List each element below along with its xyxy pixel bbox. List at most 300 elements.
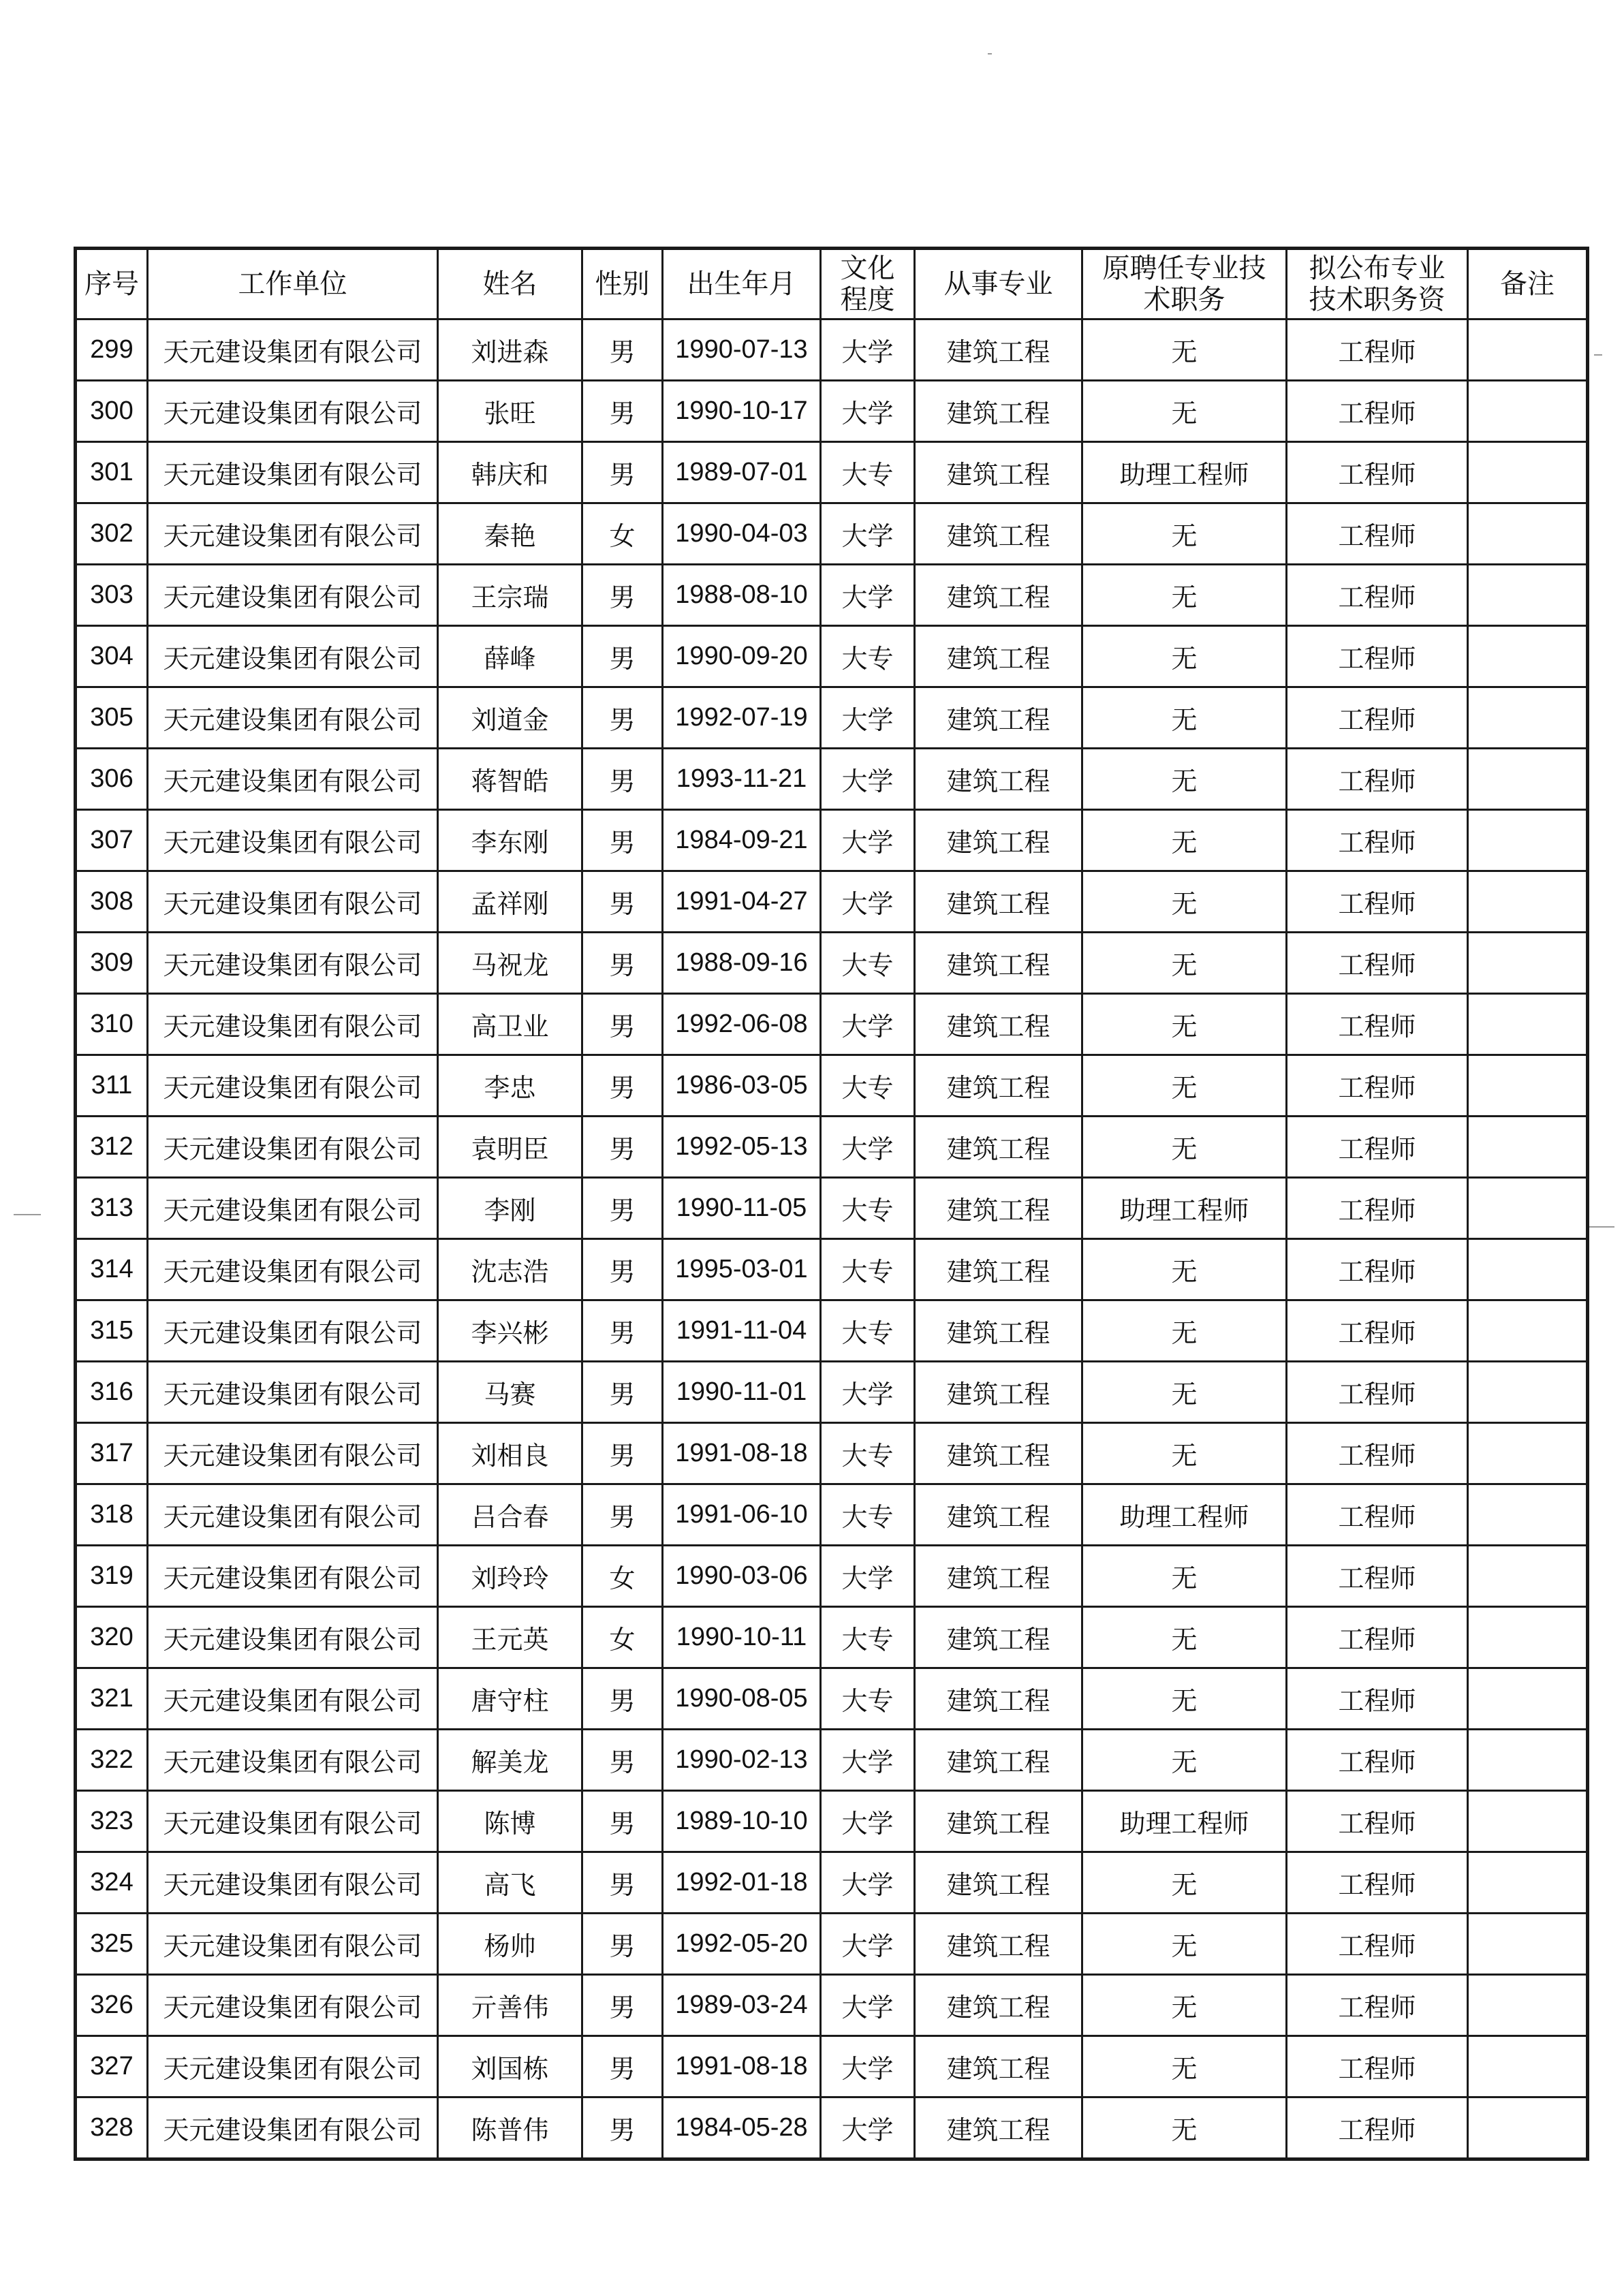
cell-original-title: 无 [1082,1975,1287,2036]
cell-proposed-title: 工程师 [1287,1730,1468,1791]
cell-birth: 1992-01-18 [663,1852,821,1914]
cell-major: 建筑工程 [915,565,1082,626]
cell-proposed-title: 工程师 [1287,1055,1468,1117]
cell-gender: 男 [582,1178,663,1239]
cell-org: 天元建设集团有限公司 [148,626,438,687]
table-row [76,2036,1588,2097]
cell-name: 韩庆和 [438,442,582,503]
cell-birth: 1990-04-03 [663,503,821,565]
cell-org: 天元建设集团有限公司 [148,381,438,442]
cell-org: 天元建设集团有限公司 [148,1914,438,1975]
cell-original-title: 无 [1082,1362,1287,1423]
cell-major: 建筑工程 [915,1975,1082,2036]
cell-org: 天元建设集团有限公司 [148,1178,438,1239]
cell-proposed-title: 工程师 [1287,503,1468,565]
cell-education: 大学 [821,1117,915,1178]
cell-gender: 女 [582,1607,663,1668]
cell-education: 大学 [821,2036,915,2097]
cell-major: 建筑工程 [915,749,1082,810]
cell-proposed-title: 工程师 [1287,565,1468,626]
header-proposed-title: 拟公布专业 技术职务资 [1287,249,1468,319]
cell-original-title: 助理工程师 [1082,442,1287,503]
cell-education: 大专 [821,1668,915,1730]
cell-birth: 1990-09-20 [663,626,821,687]
cell-birth: 1991-08-18 [663,2036,821,2097]
cell-gender: 男 [582,1668,663,1730]
cell-birth: 1991-06-10 [663,1484,821,1546]
cell-gender: 男 [582,994,663,1055]
cell-name: 李东刚 [438,810,582,871]
header-education: 文化 程度 [821,249,915,319]
cell-proposed-title: 工程师 [1287,1362,1468,1423]
cell-name: 袁明臣 [438,1117,582,1178]
cell-remarks [1468,1300,1588,1362]
cell-education: 大学 [821,687,915,749]
cell-seq: 326 [76,1975,148,2036]
cell-seq: 307 [76,810,148,871]
cell-name: 李兴彬 [438,1300,582,1362]
cell-gender: 男 [582,933,663,994]
cell-gender: 男 [582,810,663,871]
cell-birth: 1988-09-16 [663,933,821,994]
cell-birth: 1992-05-13 [663,1117,821,1178]
cell-original-title: 无 [1082,1914,1287,1975]
cell-original-title: 无 [1082,626,1287,687]
cell-seq: 302 [76,503,148,565]
cell-birth: 1986-03-05 [663,1055,821,1117]
cell-remarks [1468,1852,1588,1914]
cell-proposed-title: 工程师 [1287,994,1468,1055]
cell-original-title: 无 [1082,1117,1287,1178]
cell-name: 薛峰 [438,626,582,687]
cell-name: 孟祥刚 [438,871,582,933]
cell-proposed-title: 工程师 [1287,1117,1468,1178]
cell-name: 杨帅 [438,1914,582,1975]
cell-birth: 1989-10-10 [663,1791,821,1852]
cell-remarks [1468,381,1588,442]
table-row [76,1300,1588,1362]
cell-seq: 312 [76,1117,148,1178]
cell-proposed-title: 工程师 [1287,1975,1468,2036]
table-row [76,1484,1588,1546]
cell-major: 建筑工程 [915,1791,1082,1852]
cell-remarks [1468,994,1588,1055]
table-row [76,1178,1588,1239]
cell-org: 天元建设集团有限公司 [148,1607,438,1668]
cell-org: 天元建设集团有限公司 [148,1852,438,1914]
table-row [76,1423,1588,1484]
cell-birth: 1990-02-13 [663,1730,821,1791]
cell-org: 天元建设集团有限公司 [148,2036,438,2097]
cell-remarks [1468,1730,1588,1791]
cell-gender: 男 [582,2097,663,2159]
cell-original-title: 无 [1082,994,1287,1055]
cell-birth: 1991-08-18 [663,1423,821,1484]
cell-gender: 男 [582,1055,663,1117]
cell-org: 天元建设集团有限公司 [148,1117,438,1178]
cell-birth: 1984-05-28 [663,2097,821,2159]
cell-remarks [1468,1117,1588,1178]
cell-proposed-title: 工程师 [1287,687,1468,749]
cell-original-title: 无 [1082,933,1287,994]
cell-remarks [1468,1484,1588,1546]
cell-remarks [1468,626,1588,687]
cell-major: 建筑工程 [915,1852,1082,1914]
cell-birth: 1992-07-19 [663,687,821,749]
cell-org: 天元建设集团有限公司 [148,1668,438,1730]
cell-education: 大学 [821,1362,915,1423]
cell-education: 大学 [821,503,915,565]
cell-major: 建筑工程 [915,381,1082,442]
cell-proposed-title: 工程师 [1287,810,1468,871]
cell-birth: 1992-05-20 [663,1914,821,1975]
cell-major: 建筑工程 [915,1055,1082,1117]
cell-birth: 1992-06-08 [663,994,821,1055]
cell-gender: 男 [582,442,663,503]
cell-gender: 男 [582,565,663,626]
cell-seq: 314 [76,1239,148,1300]
cell-education: 大学 [821,1852,915,1914]
cell-seq: 301 [76,442,148,503]
table-row [76,1852,1588,1914]
cell-seq: 317 [76,1423,148,1484]
table-row [76,933,1588,994]
cell-original-title: 无 [1082,1852,1287,1914]
cell-seq: 311 [76,1055,148,1117]
cell-name: 李忠 [438,1055,582,1117]
cell-birth: 1990-11-05 [663,1178,821,1239]
cell-seq: 321 [76,1668,148,1730]
cell-proposed-title: 工程师 [1287,2097,1468,2159]
cell-org: 天元建设集团有限公司 [148,1546,438,1607]
cell-original-title: 无 [1082,687,1287,749]
cell-remarks [1468,565,1588,626]
cell-proposed-title: 工程师 [1287,749,1468,810]
cell-proposed-title: 工程师 [1287,933,1468,994]
cell-seq: 318 [76,1484,148,1546]
cell-major: 建筑工程 [915,503,1082,565]
table-row [76,1791,1588,1852]
cell-education: 大学 [821,994,915,1055]
cell-major: 建筑工程 [915,1484,1082,1546]
table-row [76,994,1588,1055]
cell-seq: 327 [76,2036,148,2097]
cell-seq: 315 [76,1300,148,1362]
cell-remarks [1468,503,1588,565]
cell-name: 张旺 [438,381,582,442]
table-row [76,1730,1588,1791]
cell-major: 建筑工程 [915,994,1082,1055]
cell-proposed-title: 工程师 [1287,1791,1468,1852]
cell-gender: 男 [582,381,663,442]
cell-seq: 308 [76,871,148,933]
table-row [76,565,1588,626]
cell-education: 大学 [821,749,915,810]
cell-remarks [1468,1607,1588,1668]
cell-name: 唐守柱 [438,1668,582,1730]
cell-org: 天元建设集团有限公司 [148,319,438,381]
table-row [76,687,1588,749]
cell-proposed-title: 工程师 [1287,1300,1468,1362]
cell-major: 建筑工程 [915,933,1082,994]
cell-original-title: 无 [1082,2036,1287,2097]
table-row [76,1914,1588,1975]
cell-seq: 328 [76,2097,148,2159]
header-gender: 性别 [582,249,663,319]
cell-remarks [1468,687,1588,749]
header-seq: 序号 [76,249,148,319]
cell-birth: 1989-03-24 [663,1975,821,2036]
scan-speck [1587,1226,1614,1228]
cell-remarks [1468,1362,1588,1423]
cell-major: 建筑工程 [915,2097,1082,2159]
cell-gender: 女 [582,1546,663,1607]
table-body [76,319,1588,2159]
cell-proposed-title: 工程师 [1287,442,1468,503]
cell-education: 大学 [821,1914,915,1975]
cell-major: 建筑工程 [915,1178,1082,1239]
cell-original-title: 无 [1082,1730,1287,1791]
cell-seq: 322 [76,1730,148,1791]
table-row [76,626,1588,687]
cell-major: 建筑工程 [915,1730,1082,1791]
cell-remarks [1468,1914,1588,1975]
cell-major: 建筑工程 [915,1117,1082,1178]
cell-org: 天元建设集团有限公司 [148,1484,438,1546]
cell-education: 大学 [821,1546,915,1607]
cell-seq: 305 [76,687,148,749]
cell-remarks [1468,933,1588,994]
scan-speck [988,53,992,54]
cell-org: 天元建设集团有限公司 [148,565,438,626]
cell-major: 建筑工程 [915,319,1082,381]
cell-proposed-title: 工程师 [1287,1423,1468,1484]
cell-org: 天元建设集团有限公司 [148,871,438,933]
cell-seq: 304 [76,626,148,687]
cell-seq: 303 [76,565,148,626]
cell-birth: 1990-11-01 [663,1362,821,1423]
cell-proposed-title: 工程师 [1287,319,1468,381]
cell-original-title: 无 [1082,749,1287,810]
cell-education: 大专 [821,626,915,687]
cell-org: 天元建设集团有限公司 [148,810,438,871]
table-row [76,871,1588,933]
cell-original-title: 助理工程师 [1082,1178,1287,1239]
cell-seq: 325 [76,1914,148,1975]
cell-proposed-title: 工程师 [1287,1914,1468,1975]
cell-original-title: 无 [1082,2097,1287,2159]
cell-org: 天元建设集团有限公司 [148,1239,438,1300]
cell-birth: 1984-09-21 [663,810,821,871]
cell-name: 吕合春 [438,1484,582,1546]
cell-remarks [1468,1239,1588,1300]
cell-name: 蒋智皓 [438,749,582,810]
cell-birth: 1990-10-11 [663,1607,821,1668]
cell-major: 建筑工程 [915,1423,1082,1484]
cell-org: 天元建设集团有限公司 [148,1362,438,1423]
cell-name: 王元英 [438,1607,582,1668]
cell-name: 高飞 [438,1852,582,1914]
cell-education: 大学 [821,381,915,442]
cell-gender: 男 [582,1914,663,1975]
cell-education: 大学 [821,871,915,933]
cell-gender: 女 [582,503,663,565]
cell-major: 建筑工程 [915,1300,1082,1362]
cell-gender: 男 [582,1730,663,1791]
cell-major: 建筑工程 [915,1546,1082,1607]
cell-education: 大学 [821,565,915,626]
scan-speck [14,1214,41,1215]
cell-major: 建筑工程 [915,1239,1082,1300]
cell-org: 天元建设集团有限公司 [148,994,438,1055]
cell-gender: 男 [582,1791,663,1852]
cell-original-title: 无 [1082,381,1287,442]
cell-original-title: 无 [1082,565,1287,626]
cell-original-title: 助理工程师 [1082,1791,1287,1852]
cell-name: 陈博 [438,1791,582,1852]
cell-seq: 319 [76,1546,148,1607]
cell-org: 天元建设集团有限公司 [148,442,438,503]
cell-org: 天元建设集团有限公司 [148,1300,438,1362]
cell-proposed-title: 工程师 [1287,381,1468,442]
cell-remarks [1468,749,1588,810]
cell-education: 大专 [821,933,915,994]
personnel-table [74,247,1589,2161]
table-row [76,503,1588,565]
cell-remarks [1468,442,1588,503]
cell-birth: 1990-08-05 [663,1668,821,1730]
cell-name: 解美龙 [438,1730,582,1791]
cell-education: 大专 [821,1607,915,1668]
header-major: 从事专业 [915,249,1082,319]
cell-major: 建筑工程 [915,1668,1082,1730]
cell-name: 刘进森 [438,319,582,381]
table-row [76,2097,1588,2159]
cell-gender: 男 [582,1300,663,1362]
table-header-row [76,249,1588,319]
cell-org: 天元建设集团有限公司 [148,687,438,749]
cell-proposed-title: 工程师 [1287,1239,1468,1300]
cell-gender: 男 [582,1117,663,1178]
cell-org: 天元建设集团有限公司 [148,933,438,994]
cell-gender: 男 [582,687,663,749]
cell-name: 沈志浩 [438,1239,582,1300]
cell-name: 刘道金 [438,687,582,749]
scan-speck [1594,354,1602,356]
cell-name: 李刚 [438,1178,582,1239]
cell-birth: 1990-07-13 [663,319,821,381]
cell-remarks [1468,2036,1588,2097]
cell-name: 高卫业 [438,994,582,1055]
cell-remarks [1468,1423,1588,1484]
cell-seq: 310 [76,994,148,1055]
cell-education: 大学 [821,2097,915,2159]
cell-seq: 300 [76,381,148,442]
cell-education: 大学 [821,1975,915,2036]
cell-education: 大学 [821,1791,915,1852]
cell-proposed-title: 工程师 [1287,871,1468,933]
cell-original-title: 无 [1082,810,1287,871]
cell-gender: 男 [582,1362,663,1423]
cell-major: 建筑工程 [915,687,1082,749]
cell-original-title: 无 [1082,1607,1287,1668]
cell-gender: 男 [582,1239,663,1300]
header-birth: 出生年月 [663,249,821,319]
cell-proposed-title: 工程师 [1287,1178,1468,1239]
table-row [76,1239,1588,1300]
cell-seq: 313 [76,1178,148,1239]
cell-birth: 1988-08-10 [663,565,821,626]
cell-major: 建筑工程 [915,1362,1082,1423]
cell-education: 大学 [821,319,915,381]
cell-name: 刘国栋 [438,2036,582,2097]
cell-proposed-title: 工程师 [1287,1484,1468,1546]
cell-remarks [1468,1055,1588,1117]
cell-original-title: 无 [1082,503,1287,565]
cell-proposed-title: 工程师 [1287,1607,1468,1668]
cell-birth: 1995-03-01 [663,1239,821,1300]
cell-org: 天元建设集团有限公司 [148,2097,438,2159]
cell-seq: 309 [76,933,148,994]
cell-education: 大专 [821,1300,915,1362]
header-name: 姓名 [438,249,582,319]
cell-name: 马祝龙 [438,933,582,994]
cell-original-title: 助理工程师 [1082,1484,1287,1546]
cell-original-title: 无 [1082,1055,1287,1117]
header-original-title: 原聘任专业技 术职务 [1082,249,1287,319]
cell-proposed-title: 工程师 [1287,1852,1468,1914]
cell-birth: 1990-03-06 [663,1546,821,1607]
cell-major: 建筑工程 [915,442,1082,503]
cell-remarks [1468,319,1588,381]
cell-name: 亓善伟 [438,1975,582,2036]
cell-proposed-title: 工程师 [1287,1546,1468,1607]
cell-gender: 男 [582,1484,663,1546]
cell-seq: 320 [76,1607,148,1668]
table-row [76,442,1588,503]
cell-remarks [1468,1178,1588,1239]
cell-gender: 男 [582,1852,663,1914]
table-row [76,319,1588,381]
cell-name: 秦艳 [438,503,582,565]
cell-org: 天元建设集团有限公司 [148,749,438,810]
cell-education: 大专 [821,1484,915,1546]
cell-name: 刘相良 [438,1423,582,1484]
cell-remarks [1468,2097,1588,2159]
cell-education: 大专 [821,1239,915,1300]
cell-gender: 男 [582,749,663,810]
header-remarks: 备注 [1468,249,1588,319]
table-row [76,1117,1588,1178]
cell-education: 大专 [821,1055,915,1117]
cell-original-title: 无 [1082,1668,1287,1730]
cell-major: 建筑工程 [915,810,1082,871]
cell-org: 天元建设集团有限公司 [148,1730,438,1791]
cell-education: 大专 [821,1423,915,1484]
cell-major: 建筑工程 [915,2036,1082,2097]
cell-name: 刘玲玲 [438,1546,582,1607]
cell-name: 马赛 [438,1362,582,1423]
table-row [76,749,1588,810]
cell-seq: 324 [76,1852,148,1914]
cell-remarks [1468,1975,1588,2036]
cell-education: 大学 [821,1730,915,1791]
table-row [76,1668,1588,1730]
cell-major: 建筑工程 [915,626,1082,687]
cell-gender: 男 [582,319,663,381]
cell-remarks [1468,810,1588,871]
cell-major: 建筑工程 [915,1914,1082,1975]
